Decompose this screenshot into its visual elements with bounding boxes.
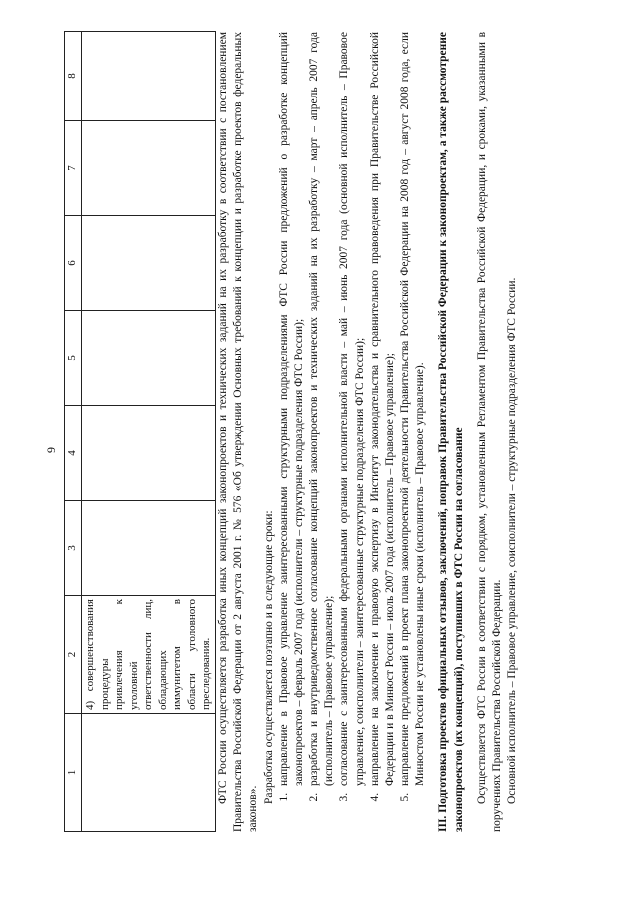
table-cell — [82, 121, 216, 216]
paragraph-procedure: Осуществляется ФТС России в соответствии с порядком, установленным Регламентом Правительства Российской Федерации, и сроками, указанными в поручениях Правительства Российской Федерации. — [475, 32, 503, 832]
table-cell — [82, 406, 216, 501]
paragraph-stages-intro: Разработка осуществляется поэтапно и в следующие сроки: — [262, 510, 275, 804]
table-header-cell: 7 — [65, 121, 82, 216]
table-header-cell: 5 — [65, 311, 82, 406]
table-cell — [82, 216, 216, 311]
table-header-cell: 1 — [65, 714, 82, 832]
table-cell — [82, 311, 216, 406]
body-text — [216, 32, 520, 832]
paragraph-executors: Основной исполнитель – Правовое управление, соисполнители – структурные подразделения ФТС России. — [506, 277, 519, 804]
table-cell — [82, 501, 216, 596]
list-item: 3. согласование с заинтересованными федеральными органами исполнительной власти – май – июнь 2007 года (основной исполнитель – Правовое управление, соисполнители – заинтересованные структурные подразделения ФТС России); — [337, 32, 367, 790]
plan-table — [64, 31, 216, 832]
table-cell-task: 4) совершенствования процедуры привлечения к уголовной ответственности лиц, обладающих иммунитетом в области уголовного преследования. — [82, 596, 216, 714]
table-row — [82, 32, 216, 832]
table-cell — [82, 714, 216, 832]
paragraph-development: ФТС России осуществляется разработка иных концепций законопроектов и технических заданий на их разработку в соответствии с постановлением Правительства Российской Федерации от 2 августа 2001 г. № 576 «Об утверждении Основных требований к концепции и разработке проектов федеральных законов». — [217, 32, 260, 832]
table-header-cell: 6 — [65, 216, 82, 311]
section-heading: III. Подготовка проектов официальных отзывов, заключений, поправок Правительства Российской Федерации к законопроектам, а также рассмотрение законопроектов (их концепций), поступивших в ФТС России на согласование — [437, 32, 465, 832]
table-header-cell: 3 — [65, 501, 82, 596]
list-item: 1. направление в Правовое управление заинтересованными структурными подразделениями ФТС России предложений о разработке концепций законопроектов – февраль 2007 года (исполнители – структурные подразделения ФТС России); — [277, 32, 307, 790]
table-header-cell: 8 — [65, 32, 82, 121]
stages-list — [277, 32, 429, 832]
list-item: 2. разработка и внутриведомственное согласование концепций законопроектов и технических заданий на их разработку – март – апрель 2007 года (исполнитель – Правовое управление); — [307, 32, 337, 790]
table-header-row — [65, 32, 82, 832]
table-cell — [82, 32, 216, 121]
table-header-cell: 4 — [65, 406, 82, 501]
rotated-page — [40, 20, 600, 880]
list-item: 4. направление на заключение и правовую экспертизу в Институт законодательства и сравнительного правоведения при Правительстве Российской Федерации и в Минюст России – июль 2007 года (исполнитель – Правовое управление); — [368, 32, 398, 790]
table-header-cell: 2 — [65, 596, 82, 714]
list-item: 5. направление предложений в проект плана законопроектной деятельности Правительства Российской Федерации на 2008 год – август 2008 года, если Минюстом России не установлены иные сроки (исполнитель – Правовое управление). — [398, 32, 428, 790]
page-number: 9 — [44, 447, 58, 453]
